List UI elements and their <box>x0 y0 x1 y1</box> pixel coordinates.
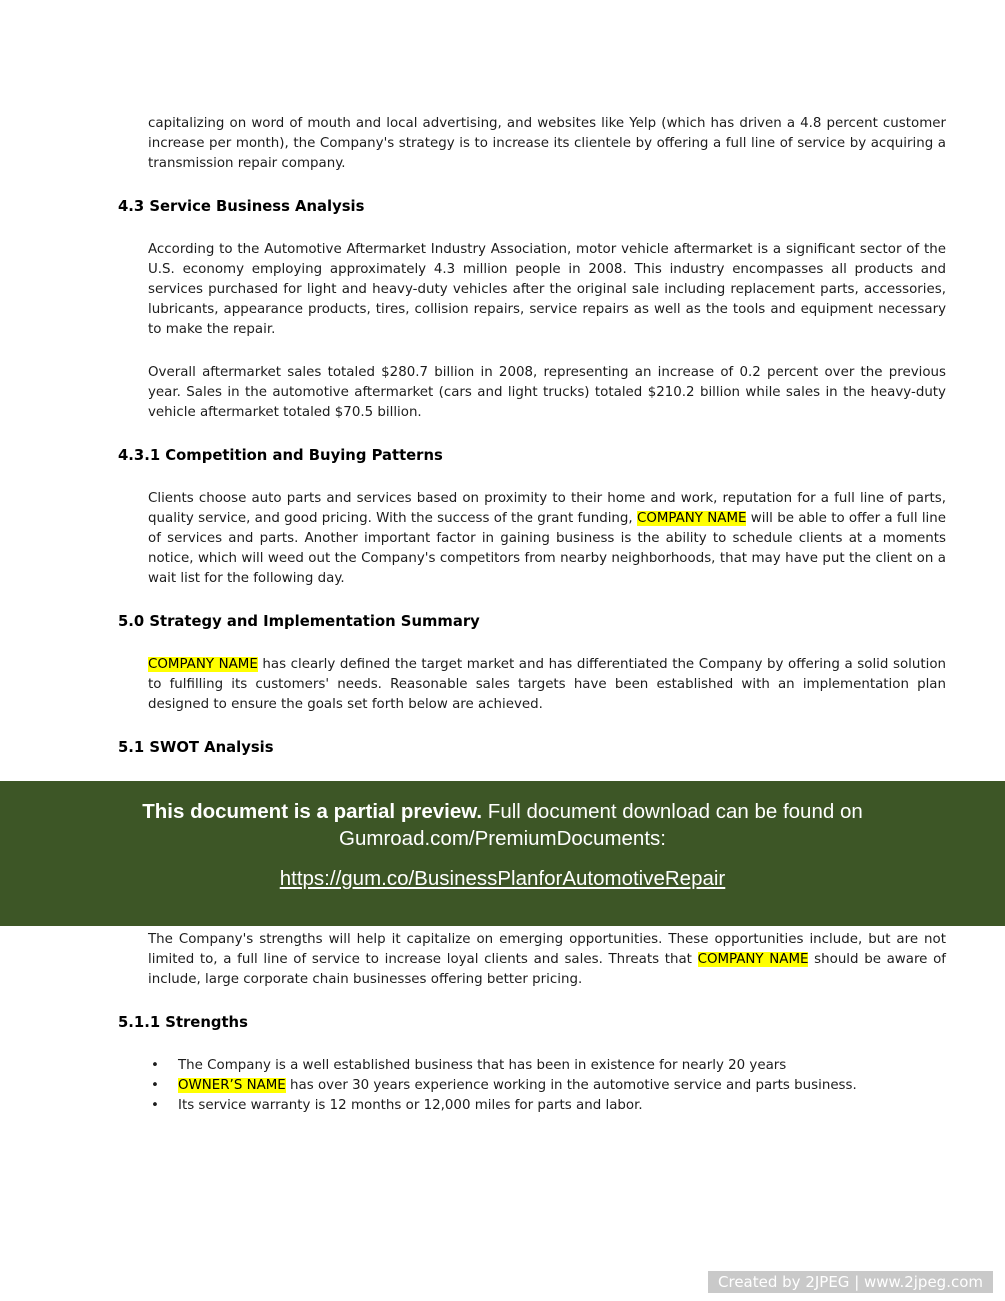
company-name-highlight: COMPANY NAME <box>636 511 747 526</box>
competition-paragraph-pre: Clients choose auto parts and services based on proximity to their home and work, reputation for a full line of parts, quality service, and good pricing. With the success of the grant funding, <box>148 491 946 526</box>
company-name-highlight: COMPANY NAME <box>697 952 809 967</box>
swot-paragraph-post: should be aware of include, large corporate chain businesses offering better pricing. <box>148 952 946 987</box>
strengths-bullet-list <box>0 1056 946 1116</box>
heading-strategy-implementation-summary: 5.0 Strategy and Implementation Summary <box>118 613 480 630</box>
heading-competition-buying-patterns: 4.3.1 Competition and Buying Patterns <box>118 447 443 464</box>
banner-link-line <box>80 865 925 892</box>
intro-paragraph-text: capitalizing on word of mouth and local advertising, and websites like Yelp (which has driven a 4.8 percent customer increase per month), the Company's strategy is to increase its clientele by offering a full line of service by acquiring a transmission repair company. <box>148 116 946 171</box>
banner-headline-regular: Full document download can be found on <box>482 800 863 823</box>
swot-strengths-paragraph <box>148 930 946 990</box>
heading-service-business-analysis: 4.3 Service Business Analysis <box>118 198 365 215</box>
service-analysis-paragraph-1-text: According to the Automotive Aftermarket Industry Association, motor vehicle aftermarket is a significant sector of the U.S. economy employing approximately 4.3 million people in 2008. This industry encompasses all products and services purchased for light and heavy-duty vehicles after the original sale including replacement parts, accessories, lubricants, appearance products, tires, collision repairs, service repairs as well as the tools and equipment necessary to make the repair. <box>148 242 946 337</box>
strategy-paragraph <box>148 655 946 715</box>
owner-name-highlight: OWNER’S NAME <box>178 1078 286 1093</box>
banner-headline-line2: Gumroad.com/PremiumDocuments: <box>339 827 666 850</box>
heading-swot-analysis: 5.1 SWOT Analysis <box>118 739 274 756</box>
service-analysis-paragraph-2 <box>148 363 946 423</box>
bullet-text: Its service warranty is 12 months or 12,000 miles for parts and labor. <box>178 1098 643 1113</box>
swot-paragraph-pre: The Company's strengths will help it capitalize on emerging opportunities. These opportunities include, but are not limited to, a full line of service to increase loyal clients and sales. Threats that <box>148 932 946 967</box>
partial-preview-banner <box>0 781 1005 926</box>
heading-strengths: 5.1.1 Strengths <box>118 1014 248 1031</box>
bullet-text: The Company is a well established business that has been in existence for nearly 20 years <box>178 1058 787 1073</box>
competition-paragraph <box>148 489 946 589</box>
bullet-text: has over 30 years experience working in the automotive service and parts business. <box>285 1078 857 1093</box>
competition-paragraph-post: will be able to offer a full line of services and parts. Another important factor in gaining business is the ability to schedule clients at a moments notice, which will weed out the Company's competitors from nearby neighborhoods, that may have put the client on a wait list for the following day. <box>148 511 946 586</box>
banner-headline-bold: This document is a partial preview. <box>142 800 483 823</box>
intro-paragraph <box>148 114 946 174</box>
list-item <box>178 1076 946 1096</box>
company-name-highlight: COMPANY NAME <box>148 657 258 672</box>
list-item <box>178 1096 946 1116</box>
gumroad-download-link[interactable]: https://gum.co/BusinessPlanforAutomotiveRepair <box>279 867 726 890</box>
watermark-badge: Created by 2JPEG | www.2jpeg.com <box>708 1271 993 1293</box>
banner-headline-line1 <box>80 798 925 825</box>
strategy-paragraph-post: has clearly defined the target market and has differentiated the Company by offering a solid solution to fulfilling its customers' needs. Reasonable sales targets have been established with an implementation plan designed to ensure the goals set forth below are achieved. <box>148 657 946 712</box>
service-analysis-paragraph-2-text: Overall aftermarket sales totaled $280.7 billion in 2008, representing an increase of 0.2 percent over the previous year. Sales in the automotive aftermarket (cars and light trucks) totaled $210.2 billion while sales in the heavy-duty vehicle aftermarket totaled $70.5 billion. <box>148 365 946 420</box>
service-analysis-paragraph-1 <box>148 240 946 340</box>
list-item <box>178 1056 946 1076</box>
